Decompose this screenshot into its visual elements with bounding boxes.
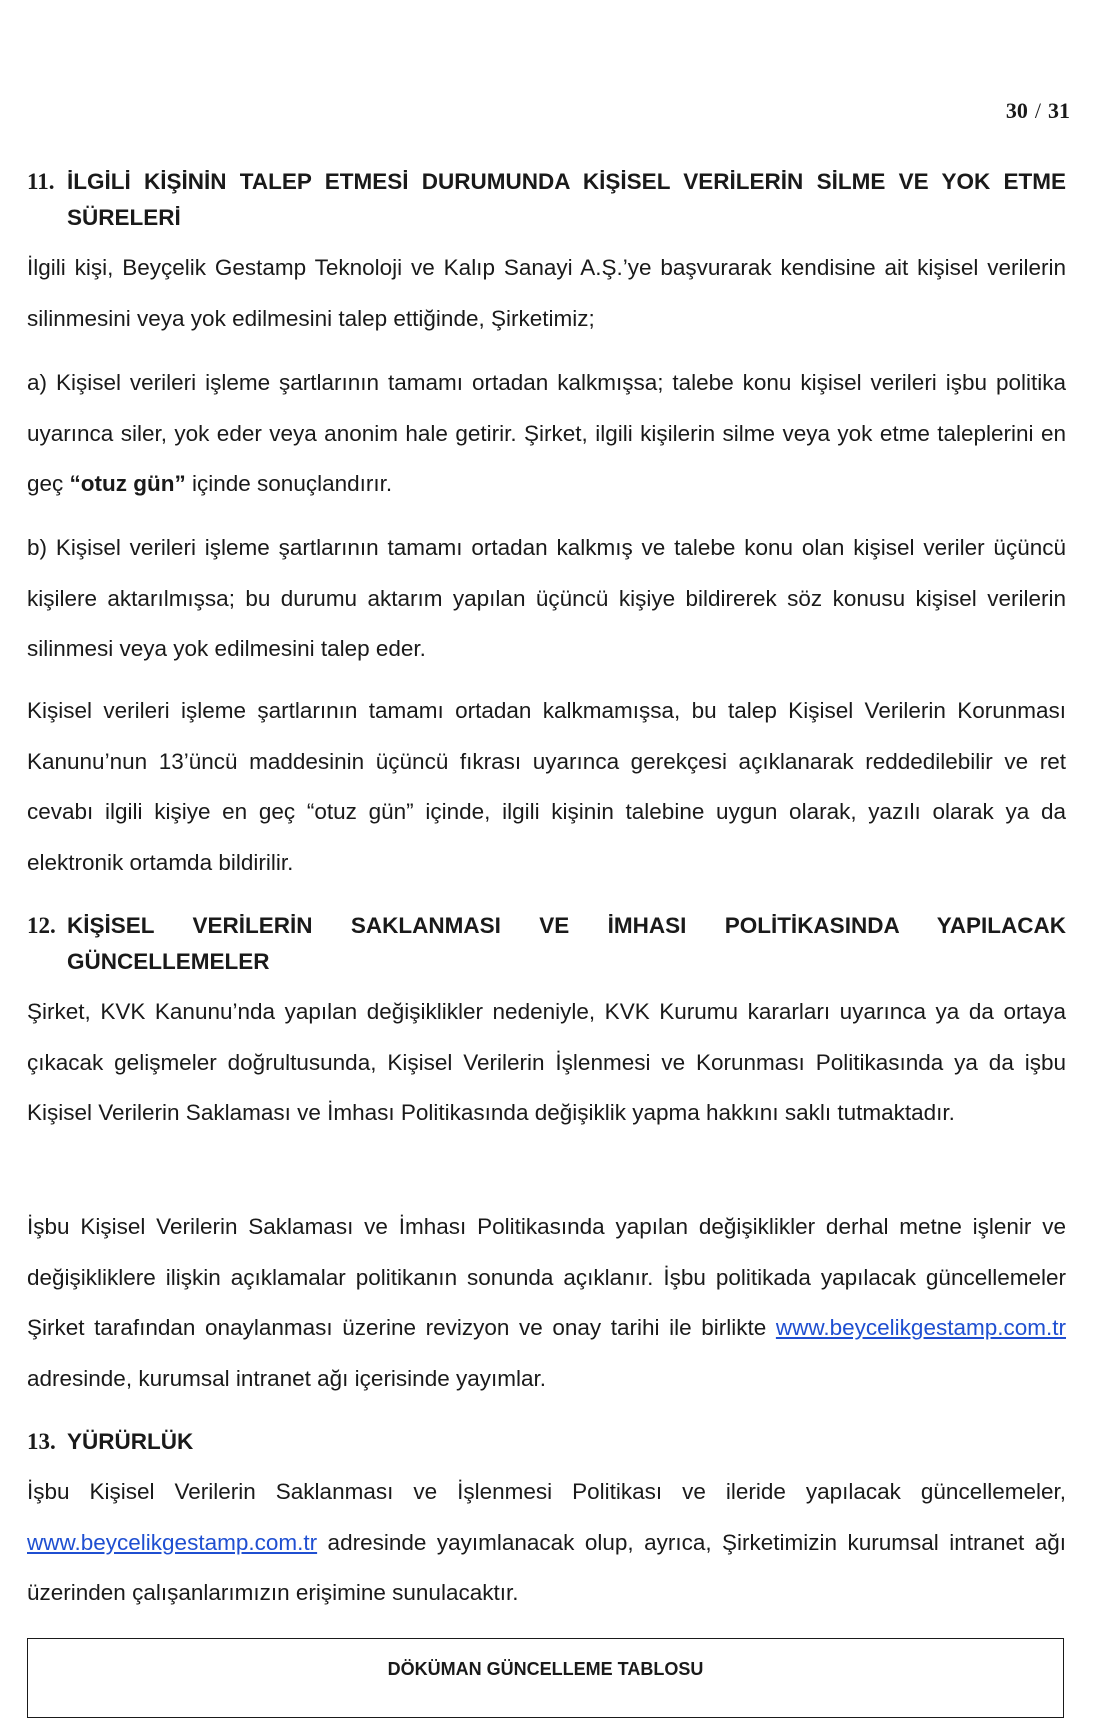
page-separator: /	[1034, 98, 1041, 123]
section-12-p2-text-end: adresinde, kurumsal intranet ağı içerisinde yayımlar.	[27, 1365, 546, 1391]
section-13-paragraph-1	[27, 1467, 1066, 1619]
section-13-number: 13.	[27, 1429, 56, 1454]
document-update-table	[27, 1638, 1064, 1718]
section-12-number: 12.	[27, 913, 56, 938]
section-12-title-line1: KİŞİSEL VERİLERİN SAKLANMASI VE İMHASI POLİTİKASINDA YAPILACAK	[67, 913, 1066, 938]
section-11-paragraph-1: İlgili kişi, Beyçelik Gestamp Teknoloji ve Kalıp Sanayi A.Ş.’ye başvurarak kendisine ait kişisel verilerin silinmesini veya yok edilmesini talep ettiğinde, Şirketimiz;	[27, 255, 1066, 331]
page-current: 30	[1005, 98, 1028, 123]
section-11-title-line1: İLGİLİ KİŞİNİN TALEP ETMESİ DURUMUNDA KİŞİSEL VERİLERİN SİLME VE YOK ETME	[67, 169, 1066, 194]
section-12-paragraph-1: Şirket, KVK Kanunu’nda yapılan değişiklikler nedeniyle, KVK Kurumu kararları uyarınca ya da ortaya çıkacak gelişmeler doğrultusunda, Kişisel Verilerin İşlenmesi ve Korunması Politikasında ya da işbu Kişisel Verilerin Saklaması ve İmhası Politikasında değişiklik yapma hakkını saklı tutmaktadır.	[27, 999, 1066, 1125]
section-11-p2-text-end: içinde sonuçlandırır.	[185, 471, 393, 496]
section-13-heading	[27, 1424, 1066, 1460]
section-11-paragraph-2	[27, 358, 1066, 510]
section-12-heading	[27, 908, 1066, 980]
section-11-p2-bold: “otuz gün”	[69, 471, 186, 496]
website-link[interactable]: www.beycelikgestamp.com.tr	[775, 1315, 1066, 1340]
section-11-p2-text: a) Kişisel verileri işleme şartlarının tamamı ortadan kalkmışsa; talebe konu kişisel verileri işbu politika uyarınca siler, yok eder veya anonim hale getirir. Şirket, ilgili kişilerin silme veya yok etme taleplerini en geç	[27, 370, 1066, 496]
section-11-number: 11.	[27, 169, 55, 194]
section-12-paragraph-2	[27, 1202, 1066, 1404]
section-13-title: YÜRÜRLÜK	[67, 1429, 194, 1454]
update-table-title: DÖKÜMAN GÜNCELLEME TABLOSU	[387, 1659, 704, 1679]
website-link-2[interactable]: www.beycelikgestamp.com.tr	[27, 1529, 318, 1555]
section-11-paragraph-3: b) Kişisel verileri işleme şartlarının tamamı ortadan kalkmış ve talebe konu olan kişisel veriler üçüncü kişilere aktarılmışsa; bu durumu aktarım yapılan üçüncü kişiye bildirerek söz konusu kişisel verilerin silinmesi veya yok edilmesini talep eder.	[27, 535, 1066, 661]
section-11-paragraph-4: Kişisel verileri işleme şartlarının tamamı ortadan kalkmamışsa, bu talep Kişisel Verilerin Korunması Kanunu’nun 13’üncü maddesinin üçüncü fıkrası uyarınca gerekçesi açıklanarak reddedilebilir ve ret cevabı ilgili kişiye en geç “otuz gün” içinde, ilgili kişinin talebine uygun olarak, yazılı olarak ya da elektronik ortamda bildirilir.	[27, 698, 1066, 875]
page-total: 31	[1048, 98, 1070, 123]
page-number	[1006, 98, 1070, 124]
section-13-p1-text-end: adresinde yayımlanacak olup, ayrıca, Şirketimizin kurumsal intranet ağı üzerinden çalışanlarımızın erişimine sunulacaktır.	[27, 1529, 1066, 1605]
section-12-p2-text: İşbu Kişisel Verilerin Saklaması ve İmhası Politikasında yapılan değişiklikler derhal metne işlenir ve değişikliklere ilişkin açıklamalar politikanın sonunda açıklanır. İşbu politikada yapılacak güncellemeler Şirket tarafından onaylanması üzerine revizyon ve onay tarihi ile birlikte	[27, 1214, 1066, 1340]
section-13-p1-text: İşbu Kişisel Verilerin Saklanması ve İşlenmesi Politikası ve ileride yapılacak güncellemeler,	[27, 1479, 1066, 1504]
section-11-heading	[27, 164, 1066, 236]
section-11-title-line2: SÜRELERİ	[67, 205, 181, 230]
section-12-title-line2: GÜNCELLEMELER	[67, 949, 270, 974]
